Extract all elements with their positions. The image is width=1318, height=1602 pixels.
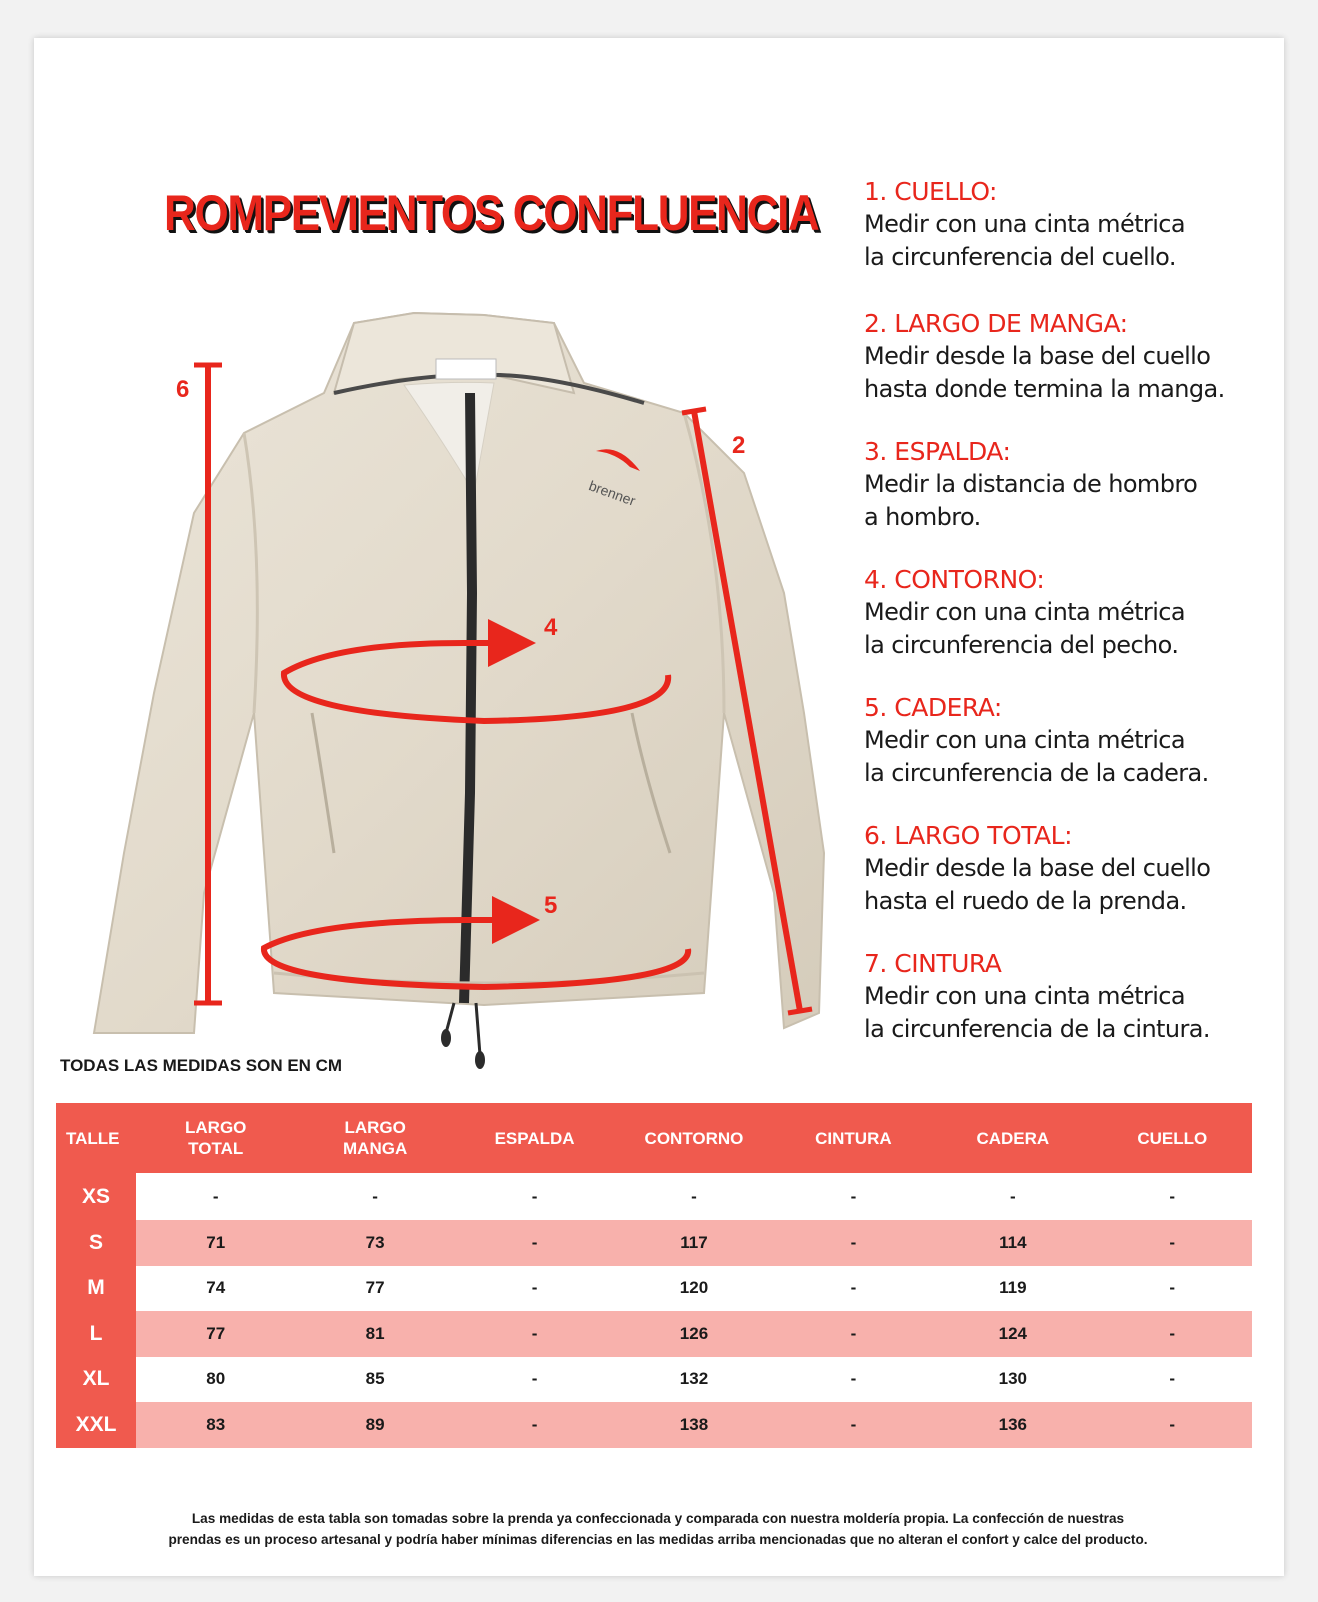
header-cadera: CADERA [933,1103,1092,1173]
instruction-line: la circunferencia del cuello. [864,243,1176,271]
cell-cadera: 130 [998,1369,1027,1389]
cell-cintura: - [850,1369,857,1389]
cell-cintura: - [850,1278,857,1298]
table-row [56,1220,1252,1266]
cell-cintura: - [850,1186,857,1206]
cell-espalda: - [455,1220,614,1266]
instruction-line: Medir la distancia de hombro [864,470,1198,498]
cell-espalda: - [455,1402,614,1448]
cell-cuello: - [1093,1220,1252,1266]
instruction-heading: 1. CUELLO: [864,177,997,206]
header-largo-manga [295,1103,454,1173]
header-line: TOTAL [188,1139,244,1158]
header-line: LARGO [185,1118,247,1137]
cell-espalda: - [455,1311,614,1357]
header-contorno: CONTORNO [614,1103,773,1173]
cell-largo-manga: 81 [295,1311,454,1357]
header-cintura: CINTURA [774,1103,933,1173]
table-row [56,1311,1252,1357]
size-table [56,1103,1252,1448]
header-espalda: ESPALDA [455,1103,614,1173]
table-row [56,1402,1252,1448]
cell-cadera: 119 [999,1278,1027,1298]
cell-largo-manga: 77 [365,1278,385,1298]
instruction-espalda [864,436,1284,534]
size-label: L [56,1311,136,1357]
instruction-line: Medir con una cinta métrica [864,210,1185,238]
table-row [56,1266,1252,1312]
footer-line: Las medidas de esta tabla son tomadas sobre la prenda ya confeccionada y comparada con nuestra moldería propia. La confección de nuestras [191,1511,1125,1526]
instruction-cuello [864,176,1284,274]
cell-largo-total: - [212,1186,219,1206]
instruction-line: la circunferencia del pecho. [864,631,1179,659]
cell-cuello: - [1093,1402,1252,1448]
cell-largo-manga: - [372,1186,378,1206]
instruction-line: a hombro. [864,503,981,531]
cell-espalda: - [531,1369,538,1389]
cell-largo-manga: 85 [365,1369,385,1389]
cell-largo-total: 71 [136,1220,295,1266]
marker-2: 2 [732,432,746,459]
cell-largo-total: 77 [136,1311,295,1357]
instruction-line: Medir con una cinta métrica [864,726,1185,754]
cell-cadera: 124 [933,1311,1092,1357]
brand-logo: brenner [586,477,638,509]
size-label: M [56,1266,136,1312]
size-label: XS [56,1173,136,1220]
cell-contorno: 132 [679,1369,709,1389]
instruction-cintura [864,948,1284,1046]
footer-line: prendas es un proceso artesanal y podría haber mínimas diferencias en las medidas arriba mencionadas que no alteran el confort y calce del producto. [168,1532,1148,1547]
header-line: MANGA [343,1139,408,1158]
header-talle: TALLE [56,1103,136,1173]
marker-4: 4 [544,614,558,641]
table-row [56,1357,1252,1403]
units-note: TODAS LAS MEDIDAS SON EN CM [60,1056,343,1075]
product-title: ROMPEVIENTOS CONFLUENCIA [164,185,819,241]
size-label: XXL [56,1402,136,1448]
instruction-line: la circunferencia de la cintura. [864,1015,1210,1043]
cell-largo-total: 80 [206,1369,226,1389]
cell-cuello: - [1093,1311,1252,1357]
marker-5: 5 [544,892,558,919]
header-largo-total [136,1103,295,1173]
cell-contorno: 126 [614,1311,773,1357]
footer-disclaimer [60,1508,1256,1550]
cell-cintura: - [774,1311,933,1357]
header-line: LARGO [344,1118,406,1137]
instruction-cadera [864,692,1284,790]
header-cuello: CUELLO [1093,1103,1252,1173]
cell-espalda: - [531,1186,538,1206]
size-chart-sheet [34,38,1284,1576]
table-row [56,1173,1252,1220]
cell-cintura: - [774,1220,933,1266]
instruction-line: Medir con una cinta métrica [864,982,1185,1010]
cell-largo-manga: 89 [295,1402,454,1448]
size-label: XL [56,1357,136,1403]
jacket-illustration [84,293,844,1103]
instruction-heading: 2. LARGO DE MANGA: [864,309,1128,338]
instruction-line: hasta donde termina la manga. [864,375,1225,403]
cell-cuello: - [1169,1278,1176,1298]
instruction-largo-total [864,820,1284,918]
cell-cuello: - [1169,1369,1176,1389]
instruction-line: la circunferencia de la cadera. [864,759,1209,787]
marker-6: 6 [176,376,190,403]
cell-largo-manga: 73 [295,1220,454,1266]
cell-cadera: 114 [933,1220,1092,1266]
cell-contorno: 120 [679,1278,709,1298]
cell-espalda: - [531,1278,538,1298]
instruction-line: Medir desde la base del cuello [864,342,1211,370]
instruction-heading: 5. CADERA: [864,693,1002,722]
instruction-heading: 6. LARGO TOTAL: [864,821,1073,850]
instruction-heading: 7. CINTURA [864,949,1002,978]
cell-cadera: 136 [933,1402,1092,1448]
cell-contorno: 138 [614,1402,773,1448]
instruction-largo-manga [864,308,1284,406]
size-label: S [56,1220,136,1266]
instruction-line: hasta el ruedo de la prenda. [864,887,1187,915]
measurement-instructions [864,176,1284,1076]
instruction-line: Medir desde la base del cuello [864,854,1211,882]
instruction-heading: 4. CONTORNO: [864,565,1045,594]
cell-largo-total: 83 [136,1402,295,1448]
cell-cintura: - [774,1402,933,1448]
instruction-line: Medir con una cinta métrica [864,598,1185,626]
table-header-row [56,1103,1252,1173]
instruction-contorno [864,564,1284,662]
cell-largo-total: 74 [206,1278,226,1298]
cell-cuello: - [1169,1186,1176,1206]
instruction-heading: 3. ESPALDA: [864,437,1011,466]
cell-contorno: 117 [614,1220,773,1266]
cell-cadera: - [1009,1186,1016,1206]
cell-contorno: - [691,1186,697,1206]
